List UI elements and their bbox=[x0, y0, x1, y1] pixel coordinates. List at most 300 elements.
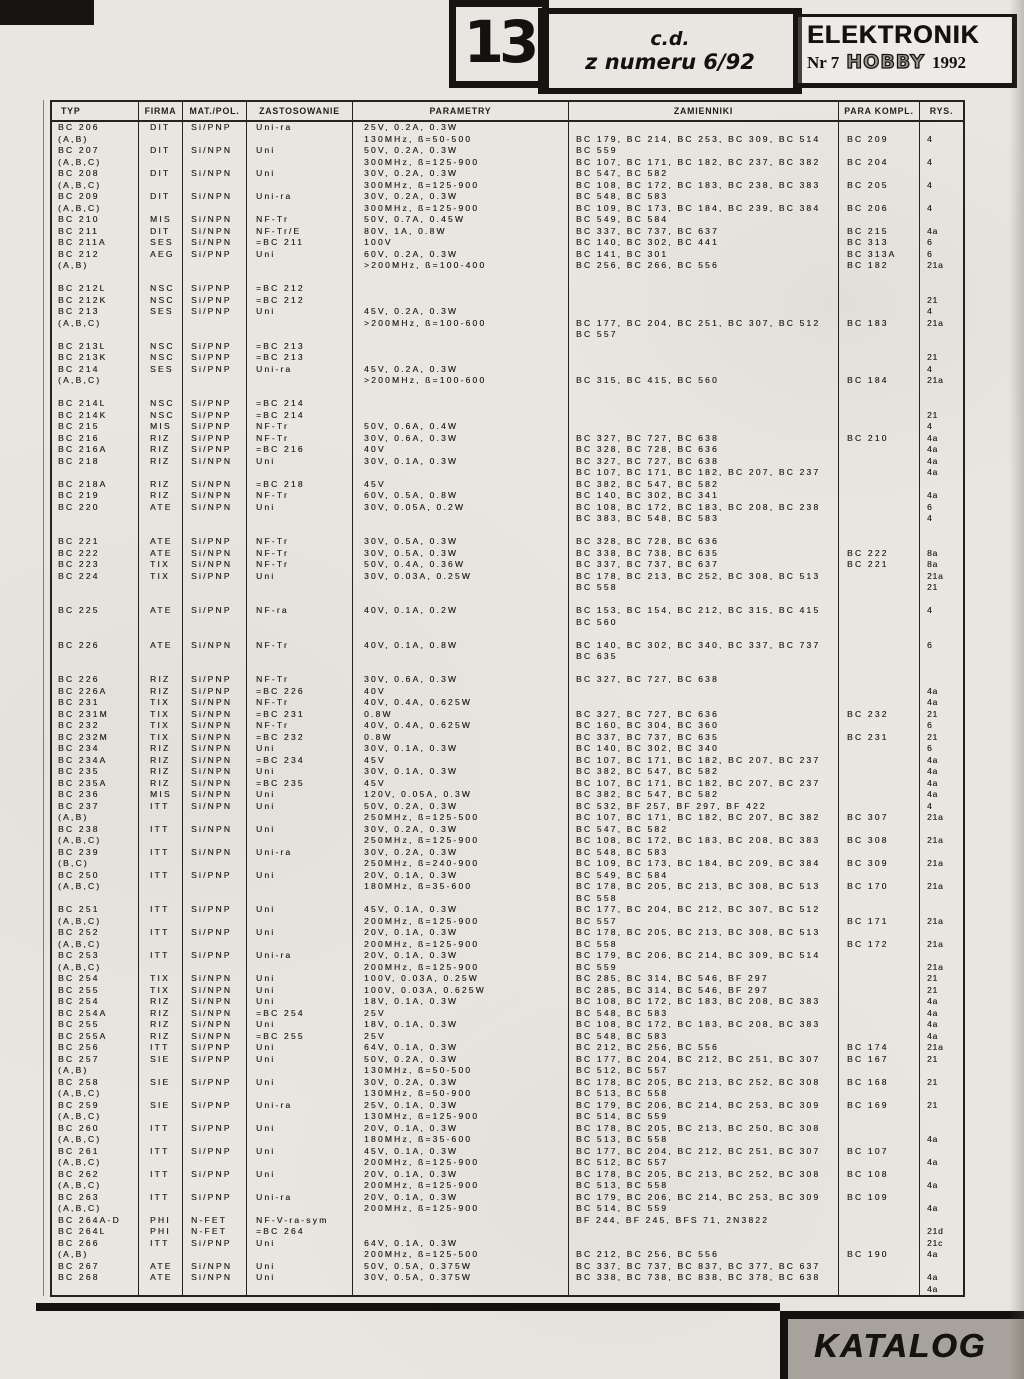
cell: Si/NPN bbox=[182, 766, 246, 778]
cell: NSC bbox=[138, 352, 182, 364]
cell: BC 177, BC 204, BC 212, BC 251, BC 307 bbox=[568, 1146, 838, 1158]
cell: 40V, 0.1A, 0.2W bbox=[352, 605, 568, 617]
cell bbox=[352, 617, 568, 629]
cell: BC 206 bbox=[58, 122, 100, 132]
cell: Si/NPN bbox=[182, 755, 246, 767]
cell bbox=[52, 582, 138, 594]
cell bbox=[246, 582, 352, 594]
cell: Si/PNP bbox=[182, 674, 246, 686]
cell: BC 328, BC 728, BC 636 bbox=[568, 536, 838, 548]
cell: BC 183 bbox=[838, 318, 919, 330]
cell: Uni-ra bbox=[246, 191, 352, 203]
cell: Si/NPN bbox=[182, 548, 246, 560]
cell: TIX bbox=[138, 571, 182, 583]
cell: BC 238 bbox=[58, 823, 100, 834]
cell bbox=[138, 594, 182, 606]
cell: Uni bbox=[246, 766, 352, 778]
cell: Si/NPN bbox=[182, 732, 246, 744]
cell: BC 513, BC 558 bbox=[568, 1088, 838, 1100]
cell: 21 bbox=[919, 1100, 963, 1112]
cell: 0.8W bbox=[352, 732, 568, 744]
cell bbox=[919, 617, 963, 629]
cell: Si/NPN bbox=[182, 237, 246, 249]
cell: 20V, 0.1A, 0.3W bbox=[352, 1192, 568, 1204]
cell: Si/PNP bbox=[182, 1100, 246, 1112]
cell: TIX bbox=[138, 985, 182, 997]
cell bbox=[838, 720, 919, 732]
cell: Uni bbox=[246, 456, 352, 468]
cell: ITT bbox=[138, 927, 182, 939]
cell: Si/PNP bbox=[182, 571, 246, 583]
cell: 4a bbox=[919, 778, 963, 790]
cell bbox=[919, 1146, 963, 1158]
cell: 250MHz, ß=125-900 bbox=[352, 835, 568, 847]
cell bbox=[246, 1203, 352, 1215]
cell bbox=[138, 939, 182, 951]
masthead-title: ELEKTRONIK bbox=[807, 21, 980, 49]
cell: (A,B,C) bbox=[58, 1157, 102, 1167]
cell bbox=[838, 490, 919, 502]
cell: Uni bbox=[246, 1123, 352, 1135]
cell: =BC 226 bbox=[246, 686, 352, 698]
cell: BC 514, BC 559 bbox=[568, 1203, 838, 1215]
cell bbox=[246, 1284, 352, 1296]
cell: BC 232 bbox=[838, 709, 919, 721]
cell bbox=[182, 318, 246, 330]
cell: 4a bbox=[919, 1019, 963, 1031]
cell: RIZ bbox=[138, 778, 182, 790]
cell: 200MHz, ß=125-900 bbox=[352, 1203, 568, 1215]
cell bbox=[246, 513, 352, 525]
cell bbox=[138, 1249, 182, 1261]
cell: 50V, 0.2A, 0.3W bbox=[352, 1054, 568, 1066]
cell bbox=[138, 329, 182, 341]
cell bbox=[246, 203, 352, 215]
cell bbox=[568, 628, 838, 640]
cell: 30V, 0.5A, 0.3W bbox=[352, 536, 568, 548]
cell: BC 256 bbox=[58, 1042, 100, 1052]
cell: BC 108 bbox=[838, 1169, 919, 1181]
cell bbox=[182, 812, 246, 824]
cell: BC 237 bbox=[58, 800, 100, 811]
cell: BC 234 bbox=[58, 743, 100, 753]
cell: 4 bbox=[919, 157, 963, 169]
cell bbox=[838, 479, 919, 491]
cell: =BC 213 bbox=[246, 341, 352, 353]
cell: PHI bbox=[138, 1226, 182, 1238]
cell bbox=[919, 1088, 963, 1100]
cell bbox=[919, 870, 963, 882]
cell bbox=[838, 387, 919, 399]
cell: Uni bbox=[246, 801, 352, 813]
cell: Si/PNP bbox=[182, 249, 246, 261]
cell bbox=[52, 651, 138, 663]
cell: (A,B,C) bbox=[58, 317, 102, 328]
cell: 45V, 0.2A, 0.3W bbox=[352, 306, 568, 318]
cell bbox=[246, 858, 352, 870]
cell: Si/PNP bbox=[182, 433, 246, 445]
cell bbox=[352, 1284, 568, 1296]
cell: 80V, 1A, 0.8W bbox=[352, 226, 568, 238]
cell: 40V, 0.1A, 0.8W bbox=[352, 640, 568, 652]
cell bbox=[138, 962, 182, 974]
cell: 6 bbox=[919, 720, 963, 732]
cell: BC 107, BC 171, BC 182, BC 237, BC 382 bbox=[568, 157, 838, 169]
cell: BC 174 bbox=[838, 1042, 919, 1054]
cell bbox=[838, 985, 919, 997]
cell: Si/PNP bbox=[182, 686, 246, 698]
cell: 21a bbox=[919, 260, 963, 272]
cell: ITT bbox=[138, 1169, 182, 1181]
cell: BC 221 bbox=[838, 559, 919, 571]
cell bbox=[182, 582, 246, 594]
cell: BC 559 bbox=[568, 145, 838, 157]
cell: 4 bbox=[919, 421, 963, 433]
cell: Si/NPN bbox=[182, 743, 246, 755]
cell: Si/NPN bbox=[182, 191, 246, 203]
cell: >200MHz, ß=100-600 bbox=[352, 375, 568, 387]
cell bbox=[838, 962, 919, 974]
cell: BC 213 bbox=[58, 306, 100, 316]
cell bbox=[919, 674, 963, 686]
cell: 30V, 0.5A, 0.3W bbox=[352, 548, 568, 560]
cell bbox=[182, 203, 246, 215]
cell: (A,B,C) bbox=[58, 202, 102, 213]
cell: BC 208 bbox=[58, 168, 100, 178]
cell bbox=[138, 272, 182, 284]
cell bbox=[52, 594, 138, 606]
cell bbox=[352, 410, 568, 422]
cell: BC 219 bbox=[58, 490, 100, 500]
cell: 50V, 0.6A, 0.4W bbox=[352, 421, 568, 433]
cell: Si/PNP bbox=[182, 1192, 246, 1204]
cell: BC 226A bbox=[58, 685, 108, 696]
cell bbox=[919, 283, 963, 295]
cell: 21a bbox=[919, 962, 963, 974]
cell bbox=[352, 582, 568, 594]
cell: BC 226 bbox=[58, 674, 100, 684]
cell: NSC bbox=[138, 341, 182, 353]
cell: BC 206 bbox=[838, 203, 919, 215]
cell: BC 260 bbox=[58, 1122, 100, 1133]
cell bbox=[838, 582, 919, 594]
cell: 180MHz, ß=35-600 bbox=[352, 1134, 568, 1146]
cell: RIZ bbox=[138, 743, 182, 755]
cell bbox=[838, 571, 919, 583]
cell: BC 178, BC 205, BC 213, BC 308, BC 513 bbox=[568, 927, 838, 939]
cell: Si/PNP bbox=[182, 352, 246, 364]
cell bbox=[246, 835, 352, 847]
cell: BC 216A bbox=[58, 444, 108, 454]
cell bbox=[246, 318, 352, 330]
cell: (A,B) bbox=[58, 812, 89, 822]
cell: Si/PNP bbox=[182, 444, 246, 456]
cell: =BC 212 bbox=[246, 295, 352, 307]
cell bbox=[246, 525, 352, 537]
cell: 250MHz, ß=125-500 bbox=[352, 812, 568, 824]
cell: BC 231M bbox=[58, 708, 109, 719]
cell: Si/NPN bbox=[182, 789, 246, 801]
cell: BC 513, BC 558 bbox=[568, 1180, 838, 1192]
cell: =BC 232 bbox=[246, 732, 352, 744]
cell: BC 169 bbox=[838, 1100, 919, 1112]
cell bbox=[568, 272, 838, 284]
cell bbox=[52, 1284, 138, 1296]
table-header-row bbox=[52, 102, 963, 122]
cell bbox=[568, 283, 838, 295]
cell: BC 337, BC 737, BC 637 bbox=[568, 559, 838, 571]
cell: Si/NPN bbox=[182, 168, 246, 180]
cell: Si/NPN bbox=[182, 973, 246, 985]
cell: NF-Tr bbox=[246, 214, 352, 226]
cell: (A,B,C) bbox=[58, 1180, 102, 1190]
cell bbox=[246, 375, 352, 387]
cell: BC 267 bbox=[58, 1260, 100, 1271]
cell: =BC 214 bbox=[246, 398, 352, 410]
cell bbox=[138, 467, 182, 479]
cell bbox=[246, 893, 352, 905]
cell: Uni bbox=[246, 743, 352, 755]
cell: Si/NPN bbox=[182, 1272, 246, 1284]
cell: 64V, 0.1A, 0.3W bbox=[352, 1238, 568, 1250]
cell bbox=[138, 1284, 182, 1296]
cell bbox=[138, 835, 182, 847]
cell: BC 337, BC 737, BC 635 bbox=[568, 732, 838, 744]
cell: BC 167 bbox=[838, 1054, 919, 1066]
cell: BC 214K bbox=[58, 409, 108, 420]
cell bbox=[568, 306, 838, 318]
cell: BC 179, BC 214, BC 253, BC 309, BC 514 bbox=[568, 134, 838, 146]
cell: BC 212, BC 256, BC 556 bbox=[568, 1042, 838, 1054]
cell bbox=[838, 870, 919, 882]
cell: BC 108, BC 172, BC 183, BC 238, BC 383 bbox=[568, 180, 838, 192]
cell: NF-Tr bbox=[246, 421, 352, 433]
cell: BC 307 bbox=[838, 812, 919, 824]
cell: 4a bbox=[919, 1272, 963, 1284]
transistor-catalog-table bbox=[50, 100, 965, 1297]
cell: BC 327, BC 727, BC 638 bbox=[568, 433, 838, 445]
cell bbox=[919, 214, 963, 226]
cell bbox=[838, 1157, 919, 1169]
cell: 21 bbox=[919, 985, 963, 997]
cell: Uni bbox=[246, 249, 352, 261]
column-header: MAT./POL. bbox=[182, 102, 246, 120]
cell bbox=[246, 134, 352, 146]
cell: NF-Tr/E bbox=[246, 226, 352, 238]
cell: SES bbox=[138, 364, 182, 376]
cell bbox=[919, 329, 963, 341]
cell bbox=[352, 513, 568, 525]
cell: BC 236 bbox=[58, 789, 100, 799]
cell: BC 218A bbox=[58, 478, 108, 489]
cell: 200MHz, ß=125-900 bbox=[352, 916, 568, 928]
cell: ITT bbox=[138, 870, 182, 882]
cell: RIZ bbox=[138, 490, 182, 502]
cell bbox=[568, 594, 838, 606]
cell bbox=[352, 283, 568, 295]
cell bbox=[919, 479, 963, 491]
cell bbox=[246, 1180, 352, 1192]
cell bbox=[838, 295, 919, 307]
cell: BC 259 bbox=[58, 1099, 100, 1110]
cell: 30V, 0.6A, 0.3W bbox=[352, 433, 568, 445]
column-header: PARAMETRY bbox=[352, 102, 568, 120]
cell: NF-Tr bbox=[246, 536, 352, 548]
cell bbox=[138, 1088, 182, 1100]
cell: Si/PNP bbox=[182, 398, 246, 410]
cell: BC 261 bbox=[58, 1145, 100, 1156]
cell: BC 231 bbox=[838, 732, 919, 744]
cell: =BC 211 bbox=[246, 237, 352, 249]
cell: 120V, 0.05A, 0.3W bbox=[352, 789, 568, 801]
cell bbox=[919, 651, 963, 663]
cell: NF-Tr bbox=[246, 697, 352, 709]
cell bbox=[919, 847, 963, 859]
cell: BC 209 bbox=[58, 191, 100, 201]
cell: BC 254 bbox=[58, 973, 100, 983]
cell: Si/PNP bbox=[182, 341, 246, 353]
cell bbox=[138, 663, 182, 675]
cell: BC 107, BC 171, BC 182, BC 207, BC 237 bbox=[568, 778, 838, 790]
cell bbox=[919, 272, 963, 284]
cell: MIS bbox=[138, 214, 182, 226]
cell: DIT bbox=[138, 191, 182, 203]
cell: BC 223 bbox=[58, 559, 100, 569]
cell bbox=[246, 1065, 352, 1077]
cell: BC 548, BC 583 bbox=[568, 191, 838, 203]
cell: Uni-ra bbox=[246, 847, 352, 859]
cell: NSC bbox=[138, 410, 182, 422]
cell bbox=[919, 122, 963, 134]
cell bbox=[919, 168, 963, 180]
cell: TIX bbox=[138, 732, 182, 744]
cell bbox=[568, 364, 838, 376]
cell bbox=[838, 686, 919, 698]
cell: ITT bbox=[138, 801, 182, 813]
cell: Uni-ra bbox=[246, 1192, 352, 1204]
cell: (A,B,C) bbox=[58, 1134, 102, 1144]
cell bbox=[52, 663, 138, 675]
cell: BC 108, BC 172, BC 183, BC 208, BC 383 bbox=[568, 1019, 838, 1031]
cell bbox=[919, 824, 963, 836]
cell: Uni bbox=[246, 1146, 352, 1158]
cell: BC 308 bbox=[838, 835, 919, 847]
cell: SES bbox=[138, 306, 182, 318]
cell bbox=[838, 421, 919, 433]
cell bbox=[568, 663, 838, 675]
cell bbox=[838, 1019, 919, 1031]
cell: BC 226 bbox=[58, 639, 100, 650]
cell bbox=[838, 456, 919, 468]
cell: 4a bbox=[919, 1249, 963, 1261]
cell: Si/NPN bbox=[182, 490, 246, 502]
cell: 21a bbox=[919, 375, 963, 387]
cell bbox=[838, 674, 919, 686]
cell bbox=[52, 893, 138, 905]
cell: 21 bbox=[919, 295, 963, 307]
cell: 21a bbox=[919, 812, 963, 824]
cell: BC 222 bbox=[58, 547, 100, 558]
cell bbox=[919, 1215, 963, 1227]
cell: 21a bbox=[919, 939, 963, 951]
cell: Uni bbox=[246, 824, 352, 836]
cell: 6 bbox=[919, 237, 963, 249]
cell bbox=[838, 973, 919, 985]
cell: Si/PNP bbox=[182, 605, 246, 617]
cell bbox=[352, 525, 568, 537]
cell: 30V, 0.5A, 0.375W bbox=[352, 1272, 568, 1284]
cell bbox=[138, 387, 182, 399]
cell: Uni bbox=[246, 927, 352, 939]
cell bbox=[568, 1238, 838, 1250]
cell: BC 140, BC 302, BC 340, BC 337, BC 737 bbox=[568, 640, 838, 652]
cell: =BC 212 bbox=[246, 283, 352, 295]
cell: BC 140, BC 302, BC 441 bbox=[568, 237, 838, 249]
cell: BC 214L bbox=[58, 398, 107, 408]
cell: BC 207 bbox=[58, 145, 100, 155]
cell: BC 337, BC 737, BC 637 bbox=[568, 226, 838, 238]
cell bbox=[246, 617, 352, 629]
cell: 21 bbox=[919, 709, 963, 721]
cell: =BC 214 bbox=[246, 410, 352, 422]
cell: 21 bbox=[919, 1077, 963, 1089]
table-body bbox=[52, 122, 963, 1295]
cell: 21a bbox=[919, 318, 963, 330]
cell: Uni bbox=[246, 996, 352, 1008]
cell: 40V, 0.4A, 0.625W bbox=[352, 697, 568, 709]
cell: ITT bbox=[138, 1192, 182, 1204]
cell: NSC bbox=[138, 295, 182, 307]
cell: ITT bbox=[138, 1123, 182, 1135]
cell: 64V, 0.1A, 0.3W bbox=[352, 1042, 568, 1054]
cell: Si/PNP bbox=[182, 950, 246, 962]
cell: Si/NPN bbox=[182, 801, 246, 813]
cell: 130MHz, ß=50-500 bbox=[352, 1065, 568, 1077]
cell: SIE bbox=[138, 1100, 182, 1112]
cell: =BC 235 bbox=[246, 778, 352, 790]
cell: BC 225 bbox=[58, 605, 100, 615]
cell bbox=[838, 789, 919, 801]
cell: BC 179, BC 206, BC 214, BC 253, BC 309 bbox=[568, 1100, 838, 1112]
cell: Uni bbox=[246, 904, 352, 916]
cell: BC 109, BC 173, BC 184, BC 209, BC 384 bbox=[568, 858, 838, 870]
cell: 200MHz, ß=125-900 bbox=[352, 1157, 568, 1169]
cell: 30V, 0.1A, 0.3W bbox=[352, 766, 568, 778]
cell: BC 215 bbox=[58, 421, 100, 431]
cell: BC 107, BC 171, BC 182, BC 207, BC 237 bbox=[568, 755, 838, 767]
cell: 300MHz, ß=125-900 bbox=[352, 157, 568, 169]
cell: RIZ bbox=[138, 1008, 182, 1020]
cell: 18V, 0.1A, 0.3W bbox=[352, 996, 568, 1008]
cell: (A,B) bbox=[58, 1249, 89, 1259]
cell: 25V bbox=[352, 1031, 568, 1043]
cell: 30V, 0.1A, 0.3W bbox=[352, 456, 568, 468]
cell bbox=[352, 387, 568, 399]
cell bbox=[568, 122, 838, 134]
cell: 6 bbox=[919, 743, 963, 755]
cell: BC 172 bbox=[838, 939, 919, 951]
cell bbox=[919, 398, 963, 410]
cell: BC 549, BC 584 bbox=[568, 870, 838, 882]
cell: BC 532, BF 257, BF 297, BF 422 bbox=[568, 801, 838, 813]
cell: (A,B) bbox=[58, 133, 89, 144]
cell: >200MHz, ß=100-600 bbox=[352, 318, 568, 330]
cell: 21 bbox=[919, 352, 963, 364]
cell: Si/NPN bbox=[182, 1261, 246, 1273]
cell bbox=[568, 697, 838, 709]
cell bbox=[568, 352, 838, 364]
cell bbox=[838, 1226, 919, 1238]
